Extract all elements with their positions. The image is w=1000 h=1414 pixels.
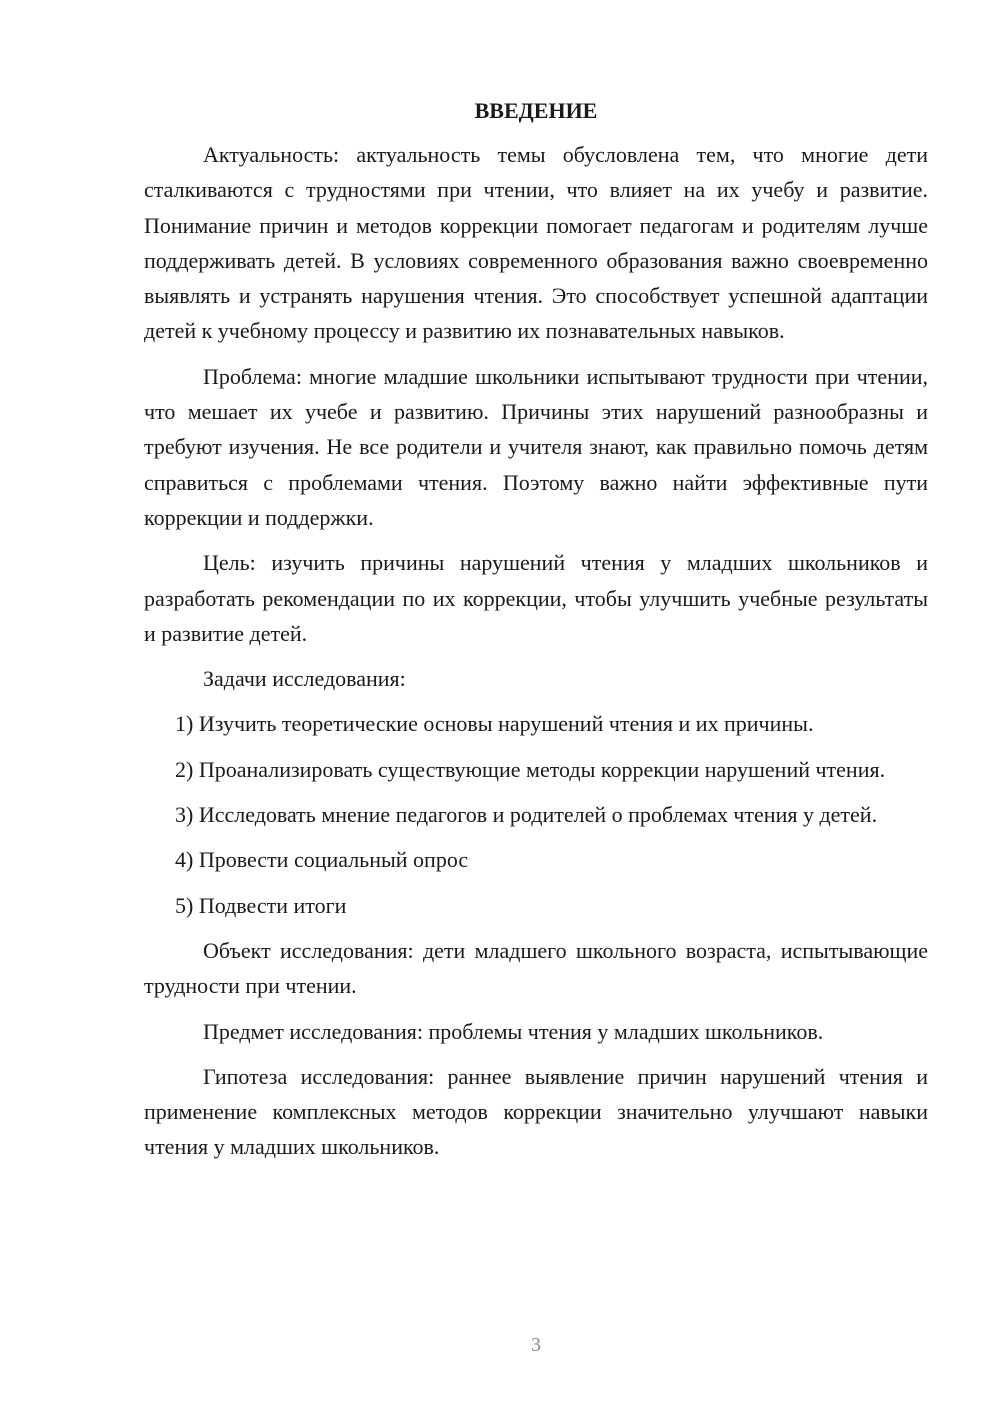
section-title: ВВЕДЕНИЕ [474,98,598,123]
list-item-task-2: 2) Проанализировать существующие методы коррекции нарушений чтения. [175,756,886,782]
paragraph-goal: Цель: изучить причины нарушений чтения у младших школьников и разработать рекомендации по их коррекции, чтобы улучшить учебные результаты и развитие детей. [144,550,928,646]
list-item-task-5: 5) Подвести итоги [175,892,347,918]
paragraph-relevance: Актуальность: актуальность темы обусловлена тем, что многие дети сталкиваются с трудностями при чтении, что влияет на их учебу и развитие. Понимание причин и методов коррекции помогает педагогам и родителям лучше поддерживать детей. В условиях современного образования важно своевременно выявлять и устранять нарушения чтения. Это способствует успешной адаптации детей к учебному процессу и развитию их познавательных навыков. [144,142,928,344]
paragraph-subject: Предмет исследования: проблемы чтения у младших школьников. [203,1018,824,1044]
list-item-task-3: 3) Исследовать мнение педагогов и родителей о проблемах чтения у детей. [175,802,878,828]
paragraph-hypothesis: Гипотеза исследования: раннее выявление причин нарушений чтения и применение комплексных методов коррекции значительно улучшают навыки чтения у младших школьников. [144,1063,928,1160]
paragraph-object: Объект исследования: дети младшего школьного возраста, испытывающие трудности при чтении. [144,937,928,999]
page-number: 3 [531,1334,541,1356]
paragraph-tasks-heading: Задачи исследования: [203,666,406,692]
paragraph-problem: Проблема: многие младшие школьники испытывают трудности при чтении, что мешает их учебе и развитию. Причины этих нарушений разнообразны и требуют изучения. Не все родители и учителя знают, как правильно помочь детям справиться с проблемами чтения. Поэтому важно найти эффективные пути коррекции и поддержки. [144,363,928,530]
list-item-task-4: 4) Провести социальный опрос [175,847,469,873]
list-item-task-1: 1) Изучить теоретические основы нарушений чтения и их причины. [175,711,814,737]
document-page [144,94,928,1165]
